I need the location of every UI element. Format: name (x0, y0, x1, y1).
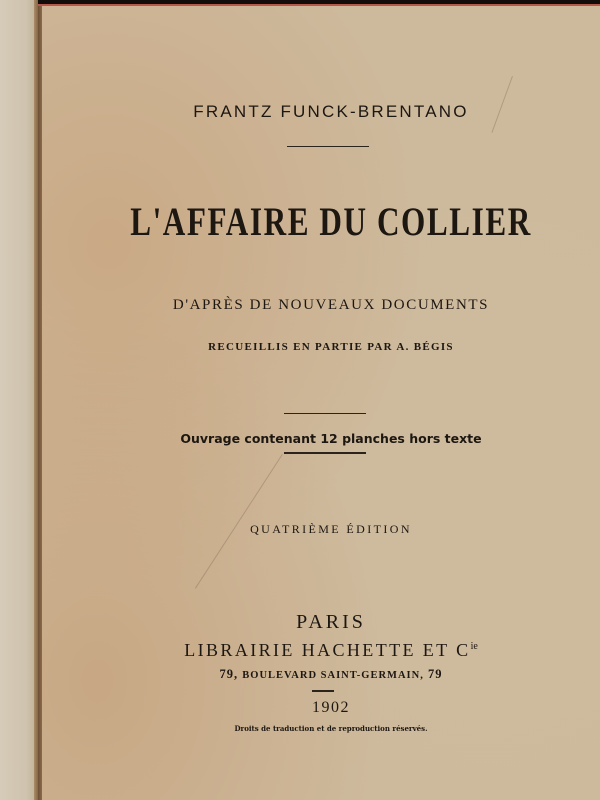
subtitle-credit: RECUEILLIS EN PARTIE PAR A. BÉGIS (208, 341, 454, 353)
book-subtitle: D'APRÈS DE NOUVEAUX DOCUMENTS (172, 297, 490, 313)
divider-rule (287, 146, 369, 147)
divider-rule (312, 690, 334, 692)
rights-notice: Droits de traduction et de reproduction réservés. (234, 724, 428, 733)
divider-rule (284, 413, 366, 414)
contents-note: Ouvrage contenant 12 planches hors texte (180, 431, 482, 446)
author-name: FRANTZ FUNCK-BRENTANO (193, 102, 469, 121)
imprint-city: PARIS (296, 611, 366, 633)
address-number-right: 79 (427, 667, 443, 681)
imprint-year: 1902 (312, 699, 350, 716)
book-title: L'AFFAIRE DU COLLIER (130, 199, 532, 244)
title-page (42, 6, 600, 800)
address-number-left: 79, (219, 667, 239, 681)
address-street: BOULEVARD SAINT-GERMAIN, (242, 670, 424, 681)
edition-label: QUATRIÈME ÉDITION (250, 522, 412, 536)
publisher-name: LIBRAIRIE HACHETTE ET C (184, 640, 471, 660)
publisher-suffix: ie (470, 641, 478, 652)
divider-rule (284, 452, 366, 454)
flyleaf-page (0, 0, 38, 800)
imprint-publisher (52, 640, 600, 661)
imprint-address (52, 667, 600, 682)
